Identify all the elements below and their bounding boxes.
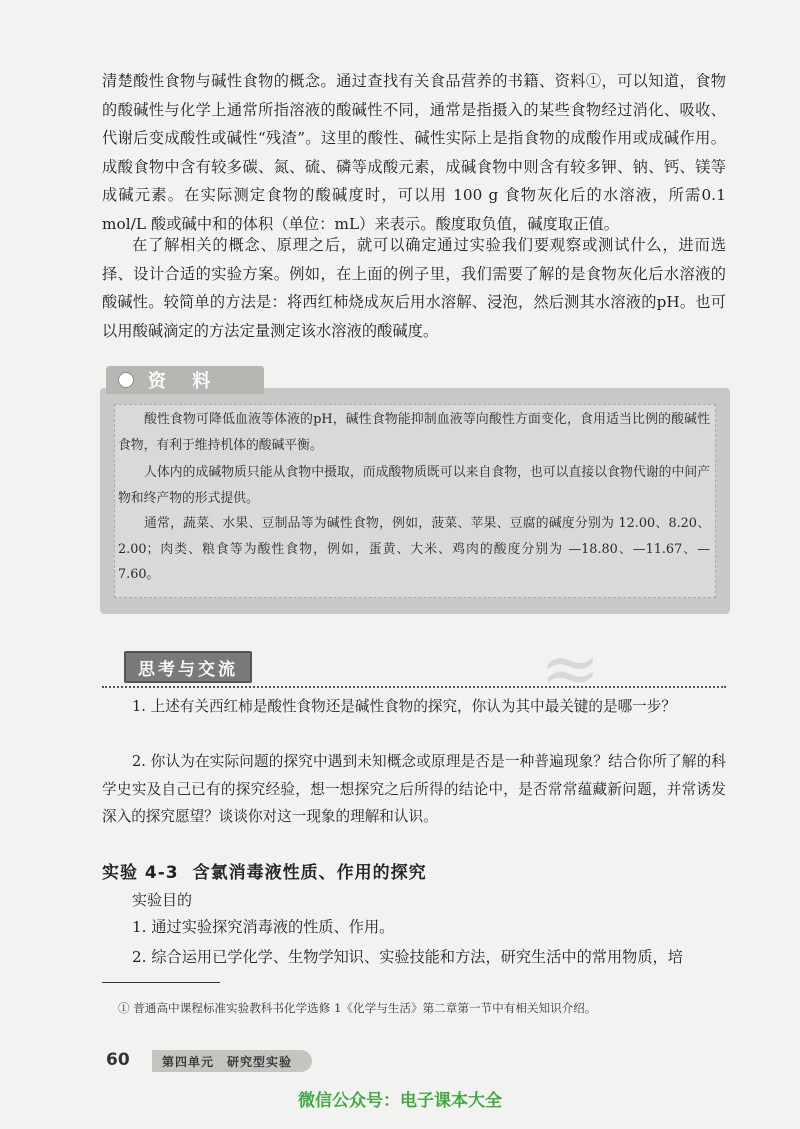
experiment-heading — [102, 858, 427, 883]
page-number: 60 — [106, 1050, 130, 1070]
think-discuss-title: 思考与交流 — [138, 659, 238, 680]
dotted-divider — [102, 686, 726, 688]
resource-title: 资 料 — [148, 371, 221, 392]
question-1: 1. 上述有关西红柿是酸性食物还是碱性食物的探究，你认为其中最关键的是哪一步？ — [132, 698, 676, 715]
experiment-number: 实验 4-3 — [102, 863, 179, 883]
experiment-title: 含氯消毒液性质、作用的探究 — [192, 863, 427, 883]
think-discuss-badge — [124, 651, 252, 683]
unit-label: 第四单元 研究型实验 — [162, 1054, 293, 1069]
footnote-rule — [102, 982, 220, 983]
purpose-heading: 实验目的 — [132, 891, 193, 909]
footnote: ① 普通高中课程标准实验教科书化学选修 1《化学与生活》第二章第一节中有相关知识介绍。 — [118, 1001, 597, 1015]
body-paragraph-2: 在了解相关的概念、原理之后，就可以确定通过实验我们要观察或测试什么，进而选择、设计合适的实验方案。例如，在上面的例子里，我们需要了解的是食物灰化后水溶液的酸碱性。较简单的方法是：将西红柿烧成灰后用水溶解、浸泡，然后测其水溶液的pH。也可以用酸碱滴定的方法定量测定该水溶液的酸碱度。 — [102, 236, 726, 340]
resource-paragraph-3: 通常，蔬菜、水果、豆制品等为碱性食物，例如，菠菜、苹果、豆腐的碱度分别为 12.00、8.20、2.00；肉类、粮食等为酸性食物，例如，蛋黄、大米、鸡肉的酸度分别为 —18.80、—11.67、—7.60。 — [118, 516, 710, 582]
question-2: 2. 你认为在实际问题的探究中遇到未知概念或原理是否是一种普遍现象？结合你所了解的科学史实及自己已有的探究经验，想一想探究之后所得的结论中，是否常常蕴藏新问题，并常诱发深入的探究愿望？谈谈你对这一现象的理解和认识。 — [102, 753, 726, 825]
body-paragraph-1: 清楚酸性食物与碱性食物的概念。通过查找有关食品营养的书籍、资料①，可以知道，食物的酸碱性与化学上通常所指溶液的酸碱性不同，通常是指摄入的某些食物经过消化、吸收、代谢后变成酸性或碱性“残渣”。这里的酸性、碱性实际上是指食物的成酸作用或成碱作用。成酸食物中含有较多碳、氮、硫、磷等成酸元素，成碱食物中则含有较多钾、钠、钙、镁等成碱元素。在实际测定食物的酸碱度时，可以用 100 g 食物灰化后的水溶液，所需0.1 mol/L 酸或碱中和的体积（单位：mL）来表示。酸度取负值，碱度取正值。 — [102, 72, 726, 233]
background-watermark: ≈ — [540, 626, 601, 710]
resource-tab — [106, 366, 264, 394]
wechat-watermark: 微信公众号：电子课本大全 — [298, 1091, 502, 1111]
bullet-circle-icon — [118, 372, 134, 388]
unit-band — [152, 1050, 312, 1072]
resource-paragraph-1: 酸性食物可降低血液等体液的pH，碱性食物能抑制血液等向酸性方面变化，食用适当比例的酸碱性食物，有利于维持机体的酸碱平衡。 — [118, 412, 710, 453]
purpose-item-1: 1. 通过实验探究消毒液的性质、作用。 — [132, 918, 395, 936]
purpose-item-2: 2. 综合运用已学化学、生物学知识、实验技能和方法，研究生活中的常用物质，培 — [132, 948, 683, 966]
resource-paragraph-2: 人体内的成碱物质只能从食物中摄取，而成酸物质既可以来自食物，也可以直接以食物代谢的中间产物和终产物的形式提供。 — [118, 465, 710, 506]
